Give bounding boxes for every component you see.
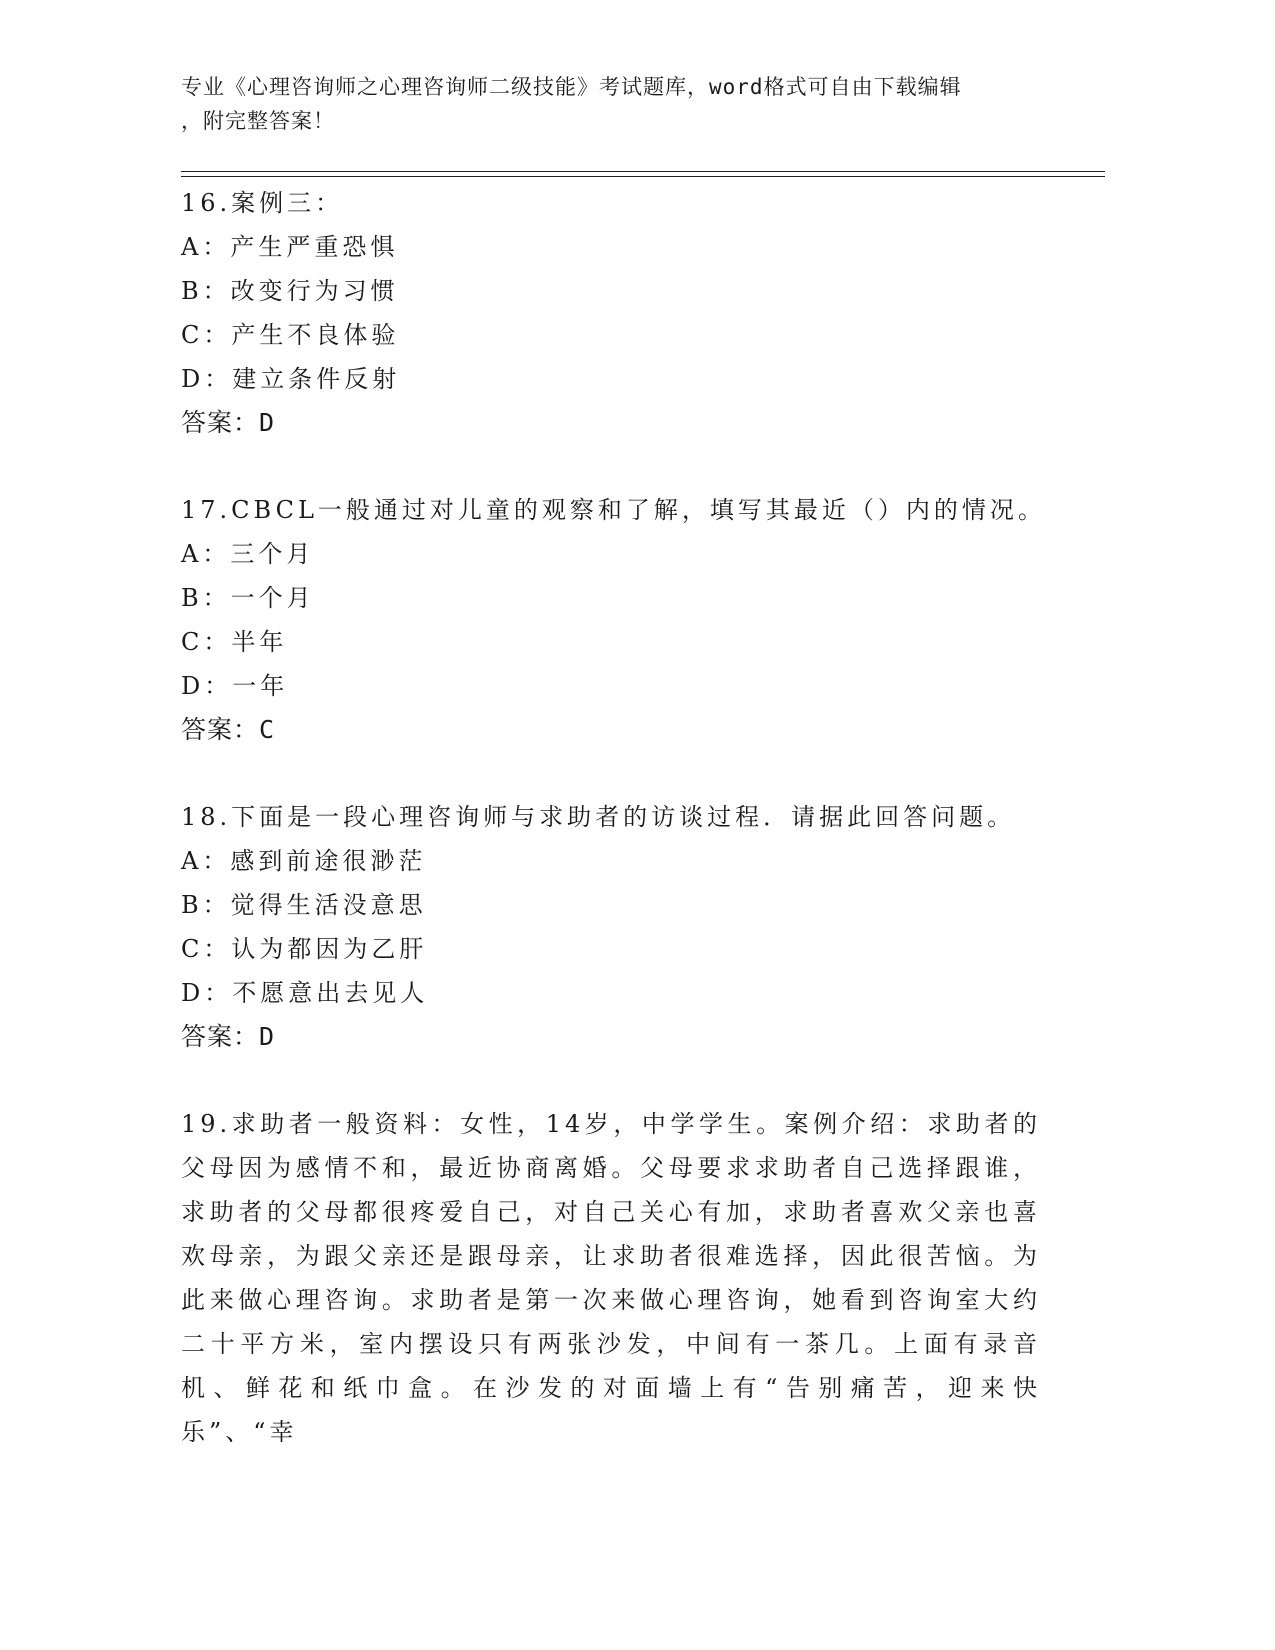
option-c: C：认为都因为乙肝 [181, 935, 428, 963]
option-a: A：三个月 [181, 540, 315, 568]
option-c: C：半年 [181, 628, 288, 656]
document-header [181, 70, 1061, 138]
option-b: B：觉得生活没意思 [181, 891, 427, 919]
option-d: D：建立条件反射 [181, 365, 401, 393]
option-b: B：改变行为习惯 [181, 277, 399, 305]
question-17 [181, 488, 1061, 752]
option-b: B：一个月 [181, 584, 315, 612]
question-list [181, 181, 1061, 1497]
question-stem: 18.下面是一段心理咨询师与求助者的访谈过程．请据此回答问题。 [181, 803, 1016, 831]
header-line-1: 专业《心理咨询师之心理咨询师二级技能》考试题库，word格式可自由下载编辑 [181, 75, 962, 99]
question-16 [181, 181, 1061, 445]
answer-line: 答案：D [181, 408, 276, 437]
header-line-2: ，附完整答案！ [181, 109, 335, 133]
header-divider-bottom [181, 176, 1105, 177]
option-a: A：产生严重恐惧 [181, 233, 399, 261]
question-stem-paragraph: 19.求助者一般资料：女性，14岁，中学学生。案例介绍：求助者的父母因为感情不和，最近协商离婚。父母要求求助者自己选择跟谁，求助者的父母都很疼爱自己，对自己关心有加，求助者喜欢父亲也喜欢母亲，为跟父亲还是跟母亲，让求助者很难选择，因此很苦恼。为此来做心理咨询。求助者是第一次来做心理咨询，她看到咨询室大约二十平方米，室内摆设只有两张沙发，中间有一茶几。上面有录音机、鲜花和纸巾盒。在沙发的对面墙上有“告别痛苦，迎来快乐”、“幸 [181, 1110, 1041, 1446]
option-a: A：感到前途很渺茫 [181, 847, 427, 875]
answer-line: 答案：D [181, 1022, 276, 1051]
option-d: D：不愿意出去见人 [181, 979, 429, 1007]
question-19 [181, 1102, 1061, 1454]
answer-line: 答案：C [181, 715, 276, 744]
question-18 [181, 795, 1061, 1059]
header-divider-top [181, 171, 1105, 172]
option-c: C：产生不良体验 [181, 321, 400, 349]
question-stem: 16.案例三： [181, 189, 344, 217]
question-stem: 17.CBCL一般通过对儿童的观察和了解，填写其最近（）内的情况。 [181, 496, 1046, 524]
option-d: D：一年 [181, 672, 289, 700]
